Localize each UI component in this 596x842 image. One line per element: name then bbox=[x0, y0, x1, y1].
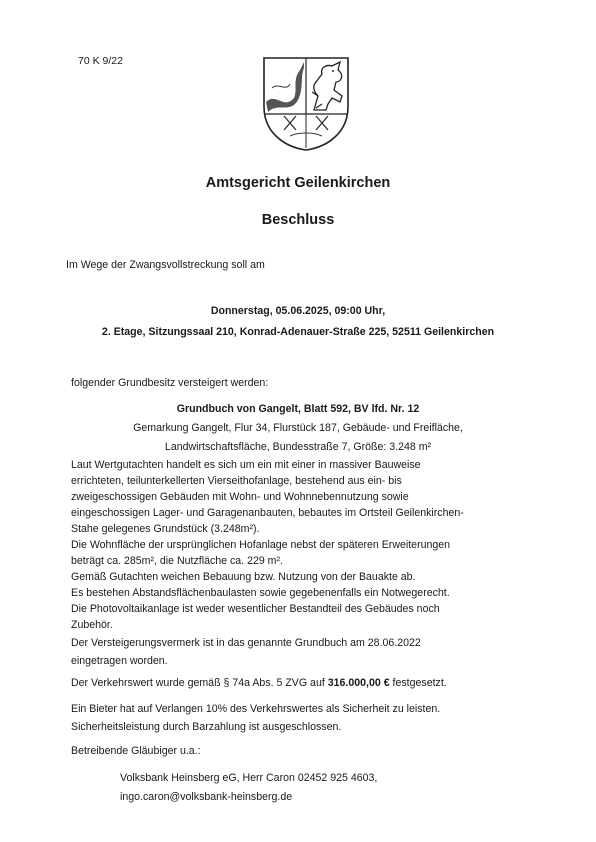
creditors-label: Betreibende Gläubiger u.a.: bbox=[71, 745, 201, 757]
description-line: Der Versteigerungsvermerk ist in das genannte Grundbuch am 28.06.2022 bbox=[71, 637, 421, 649]
description-line: zweigeschossigen Gebäuden mit Wohn- und Wohnnebennutzung sowie bbox=[71, 491, 409, 503]
file-reference: 70 K 9/22 bbox=[78, 55, 123, 67]
valuation-text bbox=[71, 675, 447, 691]
description-line: eingetragen worden. bbox=[71, 655, 168, 667]
auction-venue: 2. Etage, Sitzungssaal 210, Konrad-Adenauer-Straße 225, 52511 Geilenkirchen bbox=[101, 326, 495, 338]
description-line: Gemäß Gutachten weichen Bebauung bzw. Nutzung von der Bauakte ab. bbox=[71, 571, 416, 583]
description-line: errichteten, teilunterkellerten Vierseithofanlage, bestehend aus ein- bis bbox=[71, 475, 402, 487]
description-line: Laut Wertgutachten handelt es sich um ein mit einer in massiver Bauweise bbox=[71, 459, 421, 471]
security-note bbox=[71, 701, 440, 737]
description-line: Stahe gelegenes Grundstück (3.248m²). bbox=[71, 523, 260, 535]
description-line: eingeschossigen Lager- und Garagenanbauten, bebautes im Ortsteil Geilenkirchen- bbox=[71, 507, 464, 519]
description-line: Zubehör. bbox=[71, 619, 113, 631]
valuation-prefix: Der Verkehrswert wurde gemäß § 74a Abs. 5 ZVG auf bbox=[71, 677, 328, 689]
auction-date: Donnerstag, 05.06.2025, 09:00 Uhr, bbox=[210, 305, 386, 317]
description-line: Es bestehen Abstandsflächenbaulasten sowie gegebenenfalls ein Notwegerecht. bbox=[71, 587, 450, 599]
description-line: beträgt ca. 285m², die Nutzfläche ca. 229 m². bbox=[71, 555, 283, 567]
creditor-contact bbox=[120, 770, 377, 808]
valuation-amount: 316.000,00 € bbox=[327, 677, 390, 689]
coat-of-arms-icon bbox=[256, 52, 356, 152]
valuation-suffix: festgesetzt. bbox=[389, 677, 447, 689]
court-name: Amtsgericht Geilenkirchen bbox=[205, 175, 391, 191]
description-line: Die Wohnfläche der ursprünglichen Hofanlage nebst der späteren Erweiterungen bbox=[71, 539, 451, 551]
gemarkung-line-2: Landwirtschaftsfläche, Bundesstraße 7, Größe: 3.248 m² bbox=[164, 441, 432, 453]
contact-email: ingo.caron@volksbank-heinsberg.de bbox=[120, 791, 293, 803]
security-line: Sicherheitsleistung durch Barzahlung ist ausgeschlossen. bbox=[71, 721, 342, 733]
description-line: Die Photovoltaikanlage ist weder wesentlicher Bestandteil des Gebäudes noch bbox=[71, 603, 440, 615]
grundbuch-heading: Grundbuch von Gangelt, Blatt 592, BV lfd. Nr. 12 bbox=[176, 403, 420, 415]
security-line: Ein Bieter hat auf Verlangen 10% des Verkehrswertes als Sicherheit zu leisten. bbox=[71, 703, 441, 715]
gemarkung-line-1: Gemarkung Gangelt, Flur 34, Flurstück 187, Gebäude- und Freifläche, bbox=[133, 422, 463, 434]
property-description bbox=[71, 457, 464, 669]
property-intro: folgender Grundbesitz versteigert werden: bbox=[71, 377, 269, 389]
document-title: Beschluss bbox=[261, 212, 335, 228]
intro-text: Im Wege der Zwangsvollstreckung soll am bbox=[66, 259, 265, 271]
contact-line: Volksbank Heinsberg eG, Herr Caron 02452 925 4603, bbox=[120, 772, 378, 784]
